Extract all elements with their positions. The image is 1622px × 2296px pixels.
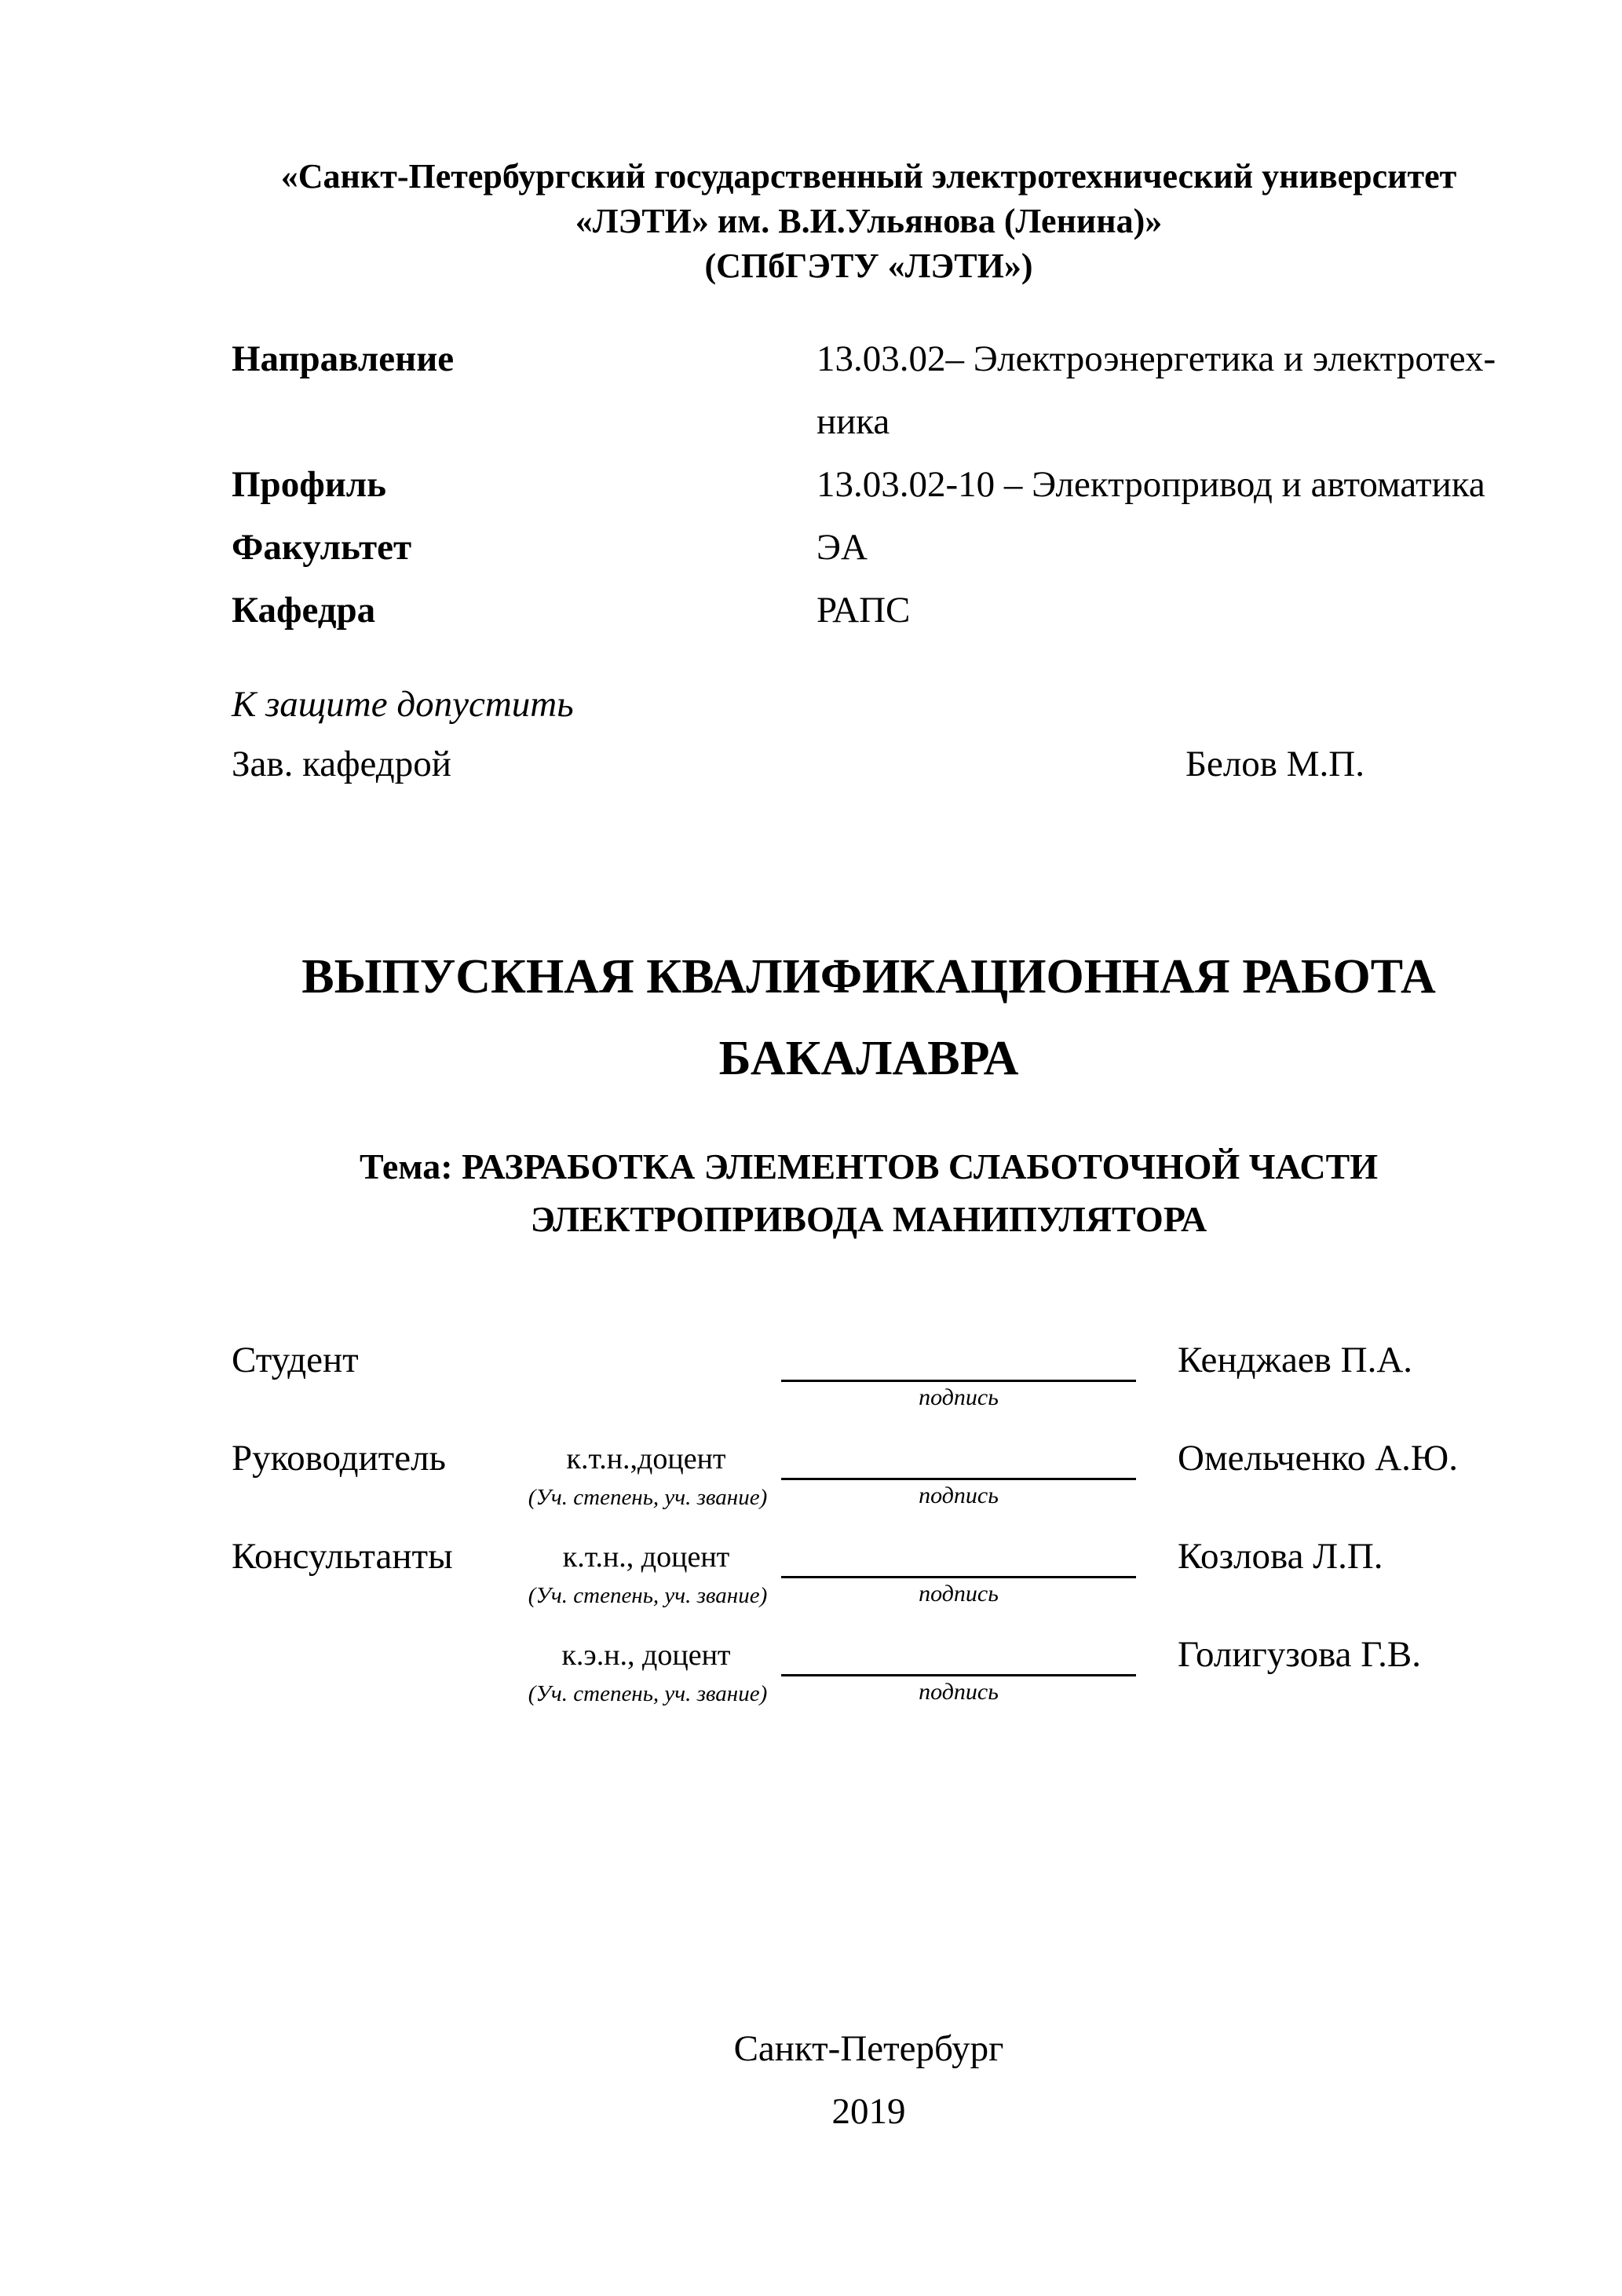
- signature-line: [781, 1478, 1136, 1480]
- direction-label: Направление: [232, 338, 455, 379]
- signature-row-student: [232, 1339, 1506, 1449]
- degree-hint: (Уч. степень, уч. звание): [528, 1681, 768, 1706]
- signature-line: [781, 1576, 1136, 1578]
- admission-note: К защите допустить: [232, 684, 574, 725]
- university-name-line-1: «Санкт-Петербургский государственный электротехнический университет: [280, 157, 1457, 196]
- supervisor-degree: к.т.н.,доцент: [566, 1442, 726, 1475]
- direction-value-continued: ника: [816, 401, 890, 442]
- city: Санкт-Петербург: [733, 2028, 1004, 2069]
- program-info: [232, 338, 1506, 652]
- direction-row-continuation: [232, 400, 1506, 463]
- signature-caption: подпись: [919, 1581, 999, 1607]
- head-of-department-name: Белов М.П.: [1185, 744, 1364, 784]
- degree-hint: (Уч. степень, уч. звание): [528, 1583, 768, 1608]
- department-value: РАПС: [816, 590, 911, 631]
- student-role-label: Студент: [232, 1340, 359, 1380]
- consultant-1-name: Козлова Л.П.: [1178, 1536, 1383, 1577]
- direction-value: 13.03.02– Электроэнергетика и электротех-: [816, 338, 1496, 379]
- signature-line: [781, 1380, 1136, 1382]
- head-of-department-label: Зав. кафедрой: [232, 744, 451, 784]
- department-label: Кафедра: [232, 590, 376, 631]
- topic-title: [232, 1140, 1506, 1245]
- signature-row-consultant-1: [232, 1535, 1506, 1645]
- signature-caption: подпись: [919, 1483, 999, 1508]
- consultant-1-degree: к.т.н., доцент: [562, 1541, 730, 1574]
- topic-line-1: Тема: РАЗРАБОТКА ЭЛЕМЕНТОВ СЛАБОТОЧНОЙ ЧАСТИ: [359, 1146, 1379, 1186]
- supervisor-name: Омельченко А.Ю.: [1178, 1438, 1458, 1479]
- direction-row: [232, 338, 1506, 400]
- work-title-line-1: ВЫПУСКНАЯ КВАЛИФИКАЦИОННАЯ РАБОТА: [301, 950, 1436, 1004]
- signature-caption: подпись: [919, 1384, 999, 1410]
- supervisor-role-label: Руководитель: [232, 1438, 446, 1479]
- degree-hint: (Уч. степень, уч. звание): [528, 1485, 768, 1510]
- consultant-2-name: Голигузова Г.В.: [1178, 1634, 1421, 1675]
- work-title: [232, 936, 1506, 1099]
- faculty-row: [232, 526, 1506, 589]
- university-abbreviation: (СПбГЭТУ «ЛЭТИ»): [704, 247, 1033, 285]
- faculty-value: ЭА: [816, 527, 868, 568]
- signature-row-consultant-2: [232, 1633, 1506, 1743]
- signature-caption: подпись: [919, 1679, 999, 1705]
- profile-value: 13.03.02-10 – Электропривод и автоматика: [816, 464, 1485, 505]
- profile-label: Профиль: [232, 464, 387, 505]
- signature-line: [781, 1674, 1136, 1676]
- university-header: [232, 154, 1506, 288]
- consultants-role-label: Консультанты: [232, 1536, 453, 1577]
- profile-row: [232, 463, 1506, 526]
- student-name: Кенджаев П.А.: [1178, 1340, 1413, 1380]
- university-name-line-2: «ЛЭТИ» им. В.И.Ульянова (Ленина)»: [575, 202, 1163, 240]
- department-row: [232, 589, 1506, 652]
- year: 2019: [831, 2091, 906, 2132]
- signature-row-supervisor: [232, 1437, 1506, 1547]
- topic-line-2: ЭЛЕКТРОПРИВОДА МАНИПУЛЯТОРА: [530, 1199, 1207, 1239]
- work-title-line-2: БАКАЛАВРА: [718, 1032, 1019, 1085]
- faculty-label: Факультет: [232, 527, 412, 568]
- consultant-2-degree: к.э.н., доцент: [561, 1639, 731, 1672]
